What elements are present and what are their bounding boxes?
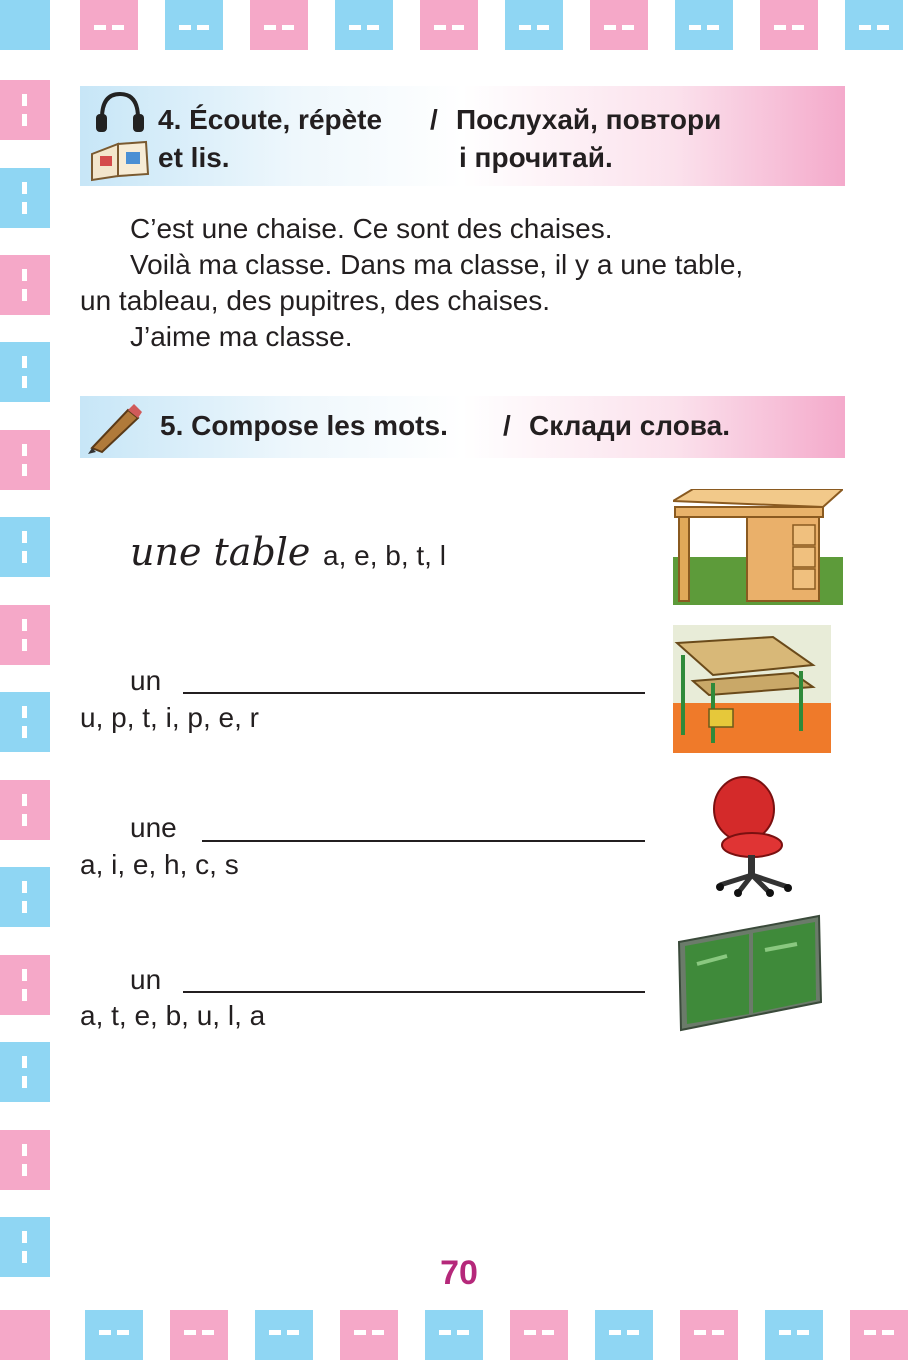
- example-answer: une table: [130, 530, 311, 574]
- school-desk-icon: [673, 625, 831, 753]
- exercise-5-title-ua: Склади слова.: [529, 410, 730, 441]
- item-1-letters: a, e, b, t, l: [323, 540, 446, 571]
- item-4-article: un: [130, 964, 162, 995]
- reading-line-1: C’est une chaise. Ce sont des chaises.: [130, 213, 613, 244]
- blackboard-icon: [677, 914, 825, 1032]
- exercise-4-title-ua-2: і прочитай.: [459, 142, 613, 173]
- reading-line-2: Voilà ma classe. Dans ma classe, il y a une table,: [130, 249, 744, 280]
- reading-line-3: un tableau, des pupitres, des chaises.: [80, 285, 551, 316]
- item-4-answer-line[interactable]: [183, 991, 645, 993]
- exercise-5-separator: /: [503, 410, 511, 441]
- item-2-article: un: [130, 665, 162, 696]
- item-3-letters: a, i, e, h, c, s: [80, 849, 239, 880]
- item-3-answer-line[interactable]: [202, 840, 645, 842]
- chair-icon: [708, 775, 796, 897]
- exercise-4-title-ua: Послухай, повтори: [456, 104, 722, 135]
- pen-icon: [84, 400, 144, 454]
- item-2-letters: u, p, t, i, p, e, r: [80, 702, 259, 733]
- desk-icon: [673, 489, 843, 605]
- exercise-4-title-fr: 4. Écoute, répète: [158, 104, 383, 135]
- item-3-article: une: [130, 812, 177, 843]
- headphones-book-icon: [88, 88, 152, 182]
- exercise-5-title-fr: 5. Compose les mots.: [160, 410, 448, 441]
- exercise-4-title-fr-2: et lis.: [158, 142, 230, 173]
- exercise-4-separator: /: [430, 104, 438, 135]
- item-4-letters: a, t, e, b, u, l, a: [80, 1000, 266, 1031]
- reading-line-4: J’aime ma classe.: [130, 321, 353, 352]
- page-number: 70: [440, 1254, 478, 1292]
- item-2-answer-line[interactable]: [183, 692, 645, 694]
